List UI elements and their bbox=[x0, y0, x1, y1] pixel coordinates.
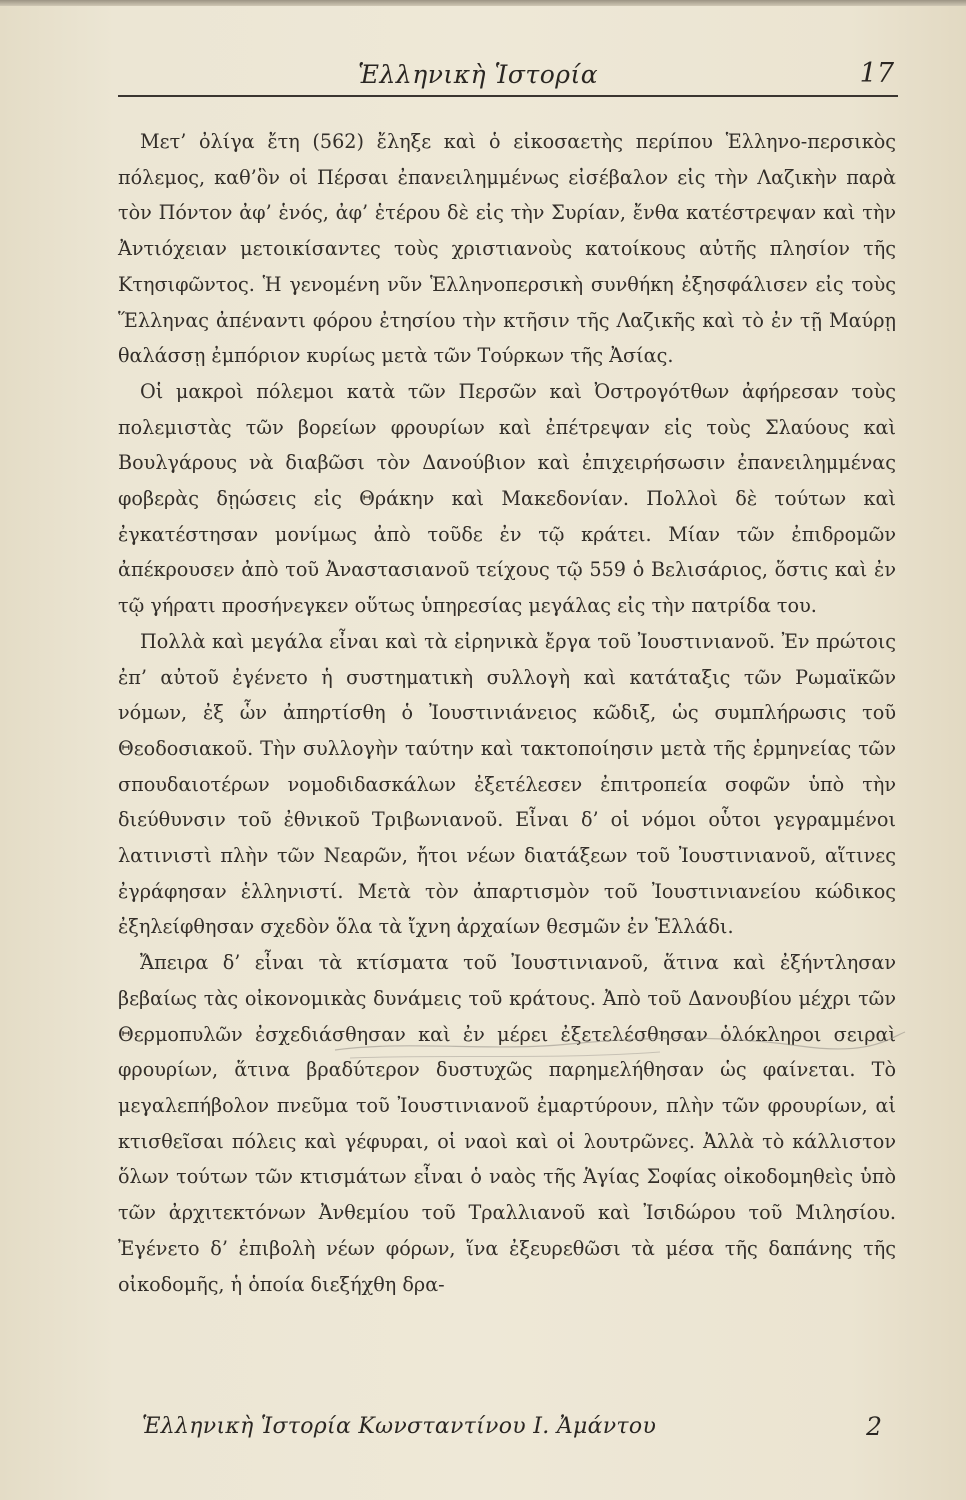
paragraph-legal-code: Πολλὰ καὶ μεγάλα εἶναι καὶ τὰ εἰρηνικὰ ἔργα τοῦ Ἰουστινιανοῦ. Ἐν πρώτοις ἐπ’ αὐτοῦ ἐγένετο ἡ συστηματικὴ συλλογὴ καὶ κατάταξις τῶν Ρωμαϊκῶν νόμων, ἐξ ὧν ἀπηρτίσθη ὁ Ἰουστινιάνειος κῶδιξ, ὡς συμπλήρωσις τοῦ Θεοδοσιακοῦ. Τὴν συλλογὴν ταύτην καὶ τακτοποίησιν μετὰ τῆς ἑρμηνείας τῶν σπουδαιοτέρων νομοδιδασκάλων ἐξετέλεσεν ἐπιτροπεία σοφῶν ὑπὸ τὴν διεύθυνσιν τοῦ ἐθνικοῦ Τριβωνιανοῦ. Εἶναι δ’ οἱ νόμοι οὗτοι γεγραμμένοι λατινιστὶ πλὴν τῶν Νεαρῶν, ἤτοι νέων διατάξεων τοῦ Ἰουστινιανοῦ, αἵτινες ἐγράφησαν ἑλληνιστί. Μετὰ τὸν ἀπαρτισμὸν τοῦ Ἰουστινιανείου κώδικος ἐξηλείφθησαν σχεδὸν ὅλα τὰ ἴχνη ἀρχαίων θεσμῶν ἐν Ἑλλάδι. bbox=[118, 629, 896, 939]
page-number: 17 bbox=[859, 58, 894, 89]
footer-signature-mark: 2 bbox=[866, 1412, 882, 1441]
body-text bbox=[118, 124, 896, 1302]
running-head-title: Ἑλληνικὴ Ἱστορία bbox=[358, 60, 599, 89]
paragraph-buildings: Ἄπειρα δ’ εἶναι τὰ κτίσματα τοῦ Ἰουστινιανοῦ, ἅτινα καὶ ἐξήντλησαν βεβαίως τὰς οἰκονομικὰς δυνάμεις τοῦ κράτους. Ἀπὸ τοῦ Δανουβίου μέχρι τῶν Θερμοπυλῶν ἐσχεδιάσθησαν καὶ ἐν μέρει ἐξετελέσθησαν ὁλόκληροι σειραὶ φρουρίων, ἅτινα βραδύτερον δυστυχῶς παρημελήθησαν ὡς φαίνεται. Τὸ μεγαλεπήβολον πνεῦμα τοῦ Ἰουστινιανοῦ ἐμαρτύρουν, πλὴν τῶν φρουρίων, αἱ κτισθεῖσαι πόλεις καὶ γέφυραι, οἱ ναοὶ καὶ οἱ λουτρῶνες. Ἀλλὰ τὸ κάλλιστον ὅλων τούτων τῶν κτισμάτων εἶναι ὁ ναὸς τῆς Ἁγίας Σοφίας οἰκοδομηθεὶς ὑπὸ τῶν ἀρχιτεκτόνων Ἀνθεμίου τοῦ Τραλλιανοῦ καὶ Ἰσιδώρου τοῦ Μιλησίου. Ἐγένετο δ’ ἐπιβολὴ νέων φόρων, ἵνα ἐξευρεθῶσι τὰ μέσα τῆς δαπάνης τῆς οἰκοδομῆς, ἡ ὁποία διεξήχθη δρα- bbox=[118, 951, 896, 1296]
paragraph-persian-war: Μετ’ ὀλίγα ἔτη (562) ἔληξε καὶ ὁ εἰκοσαετὴς περίπου Ἑλληνο-περσικὸς πόλεμος, καθ’ὃν οἱ Πέρσαι ἐπανειλημμένως εἰσέβαλον εἰς τὴν Λαζικὴν παρὰ τὸν Πόντον ἀφ’ ἑνός, ἀφ’ ἑτέρου δὲ εἰς τὴν Συρίαν, ἔνθα κατέστρεψαν καὶ τὴν Ἀντιόχειαν μετοικίσαντες τοὺς χριστιανοὺς κατοίκους αὐτῆς πλησίον τῆς Κτησιφῶντος. Ἡ γενομένη νῦν Ἑλληνοπερσικὴ συνθήκη ἐξησφάλισεν εἰς τοὺς Ἕλληνας ἀπέναντι φόρου ἐτησίου τὴν κτῆσιν τῆς Λαζικῆς καὶ τὸ ἐν τῇ Μαύρῃ θαλάσσῃ ἐμπόριον κυρίως μετὰ τῶν Τούρκων τῆς Ἀσίας. bbox=[118, 130, 896, 368]
page-footer bbox=[118, 1412, 898, 1452]
running-head bbox=[118, 48, 898, 98]
header-rule bbox=[118, 95, 898, 97]
footer-signature-text: Ἑλληνικὴ Ἱστορία Κωνσταντίνου Ι. Ἀμάντου bbox=[142, 1414, 657, 1439]
page-top-edge bbox=[0, 0, 966, 6]
paragraph-slav-invasions: Οἱ μακροὶ πόλεμοι κατὰ τῶν Περσῶν καὶ Ὀστρογότθων ἀφήρεσαν τοὺς πολεμιστὰς τῶν βορείων φρουρίων καὶ ἐπέτρεψαν εἰς τοὺς Σλαύους καὶ Βουλγάρους νὰ διαβῶσι τὸν Δανούβιον καὶ ἐπιχειρήσωσιν ἐπανειλημμένας φοβερὰς δῃώσεις εἰς Θράκην καὶ Μακεδονίαν. Πολλοὶ δὲ τούτων καὶ ἐγκατέστησαν μονίμως ἀπὸ τοῦδε ἐν τῷ κράτει. Μίαν τῶν ἐπιδρομῶν ἀπέκρουσεν ἀπὸ τοῦ Ἀναστασιανοῦ τείχους τῷ 559 ὁ Βελισάριος, ὅστις καὶ ἐν τῷ γήρατι προσήνεγκεν οὕτως ὑπηρεσίας μεγάλας εἰς τὴν πατρίδα του. bbox=[118, 379, 896, 618]
